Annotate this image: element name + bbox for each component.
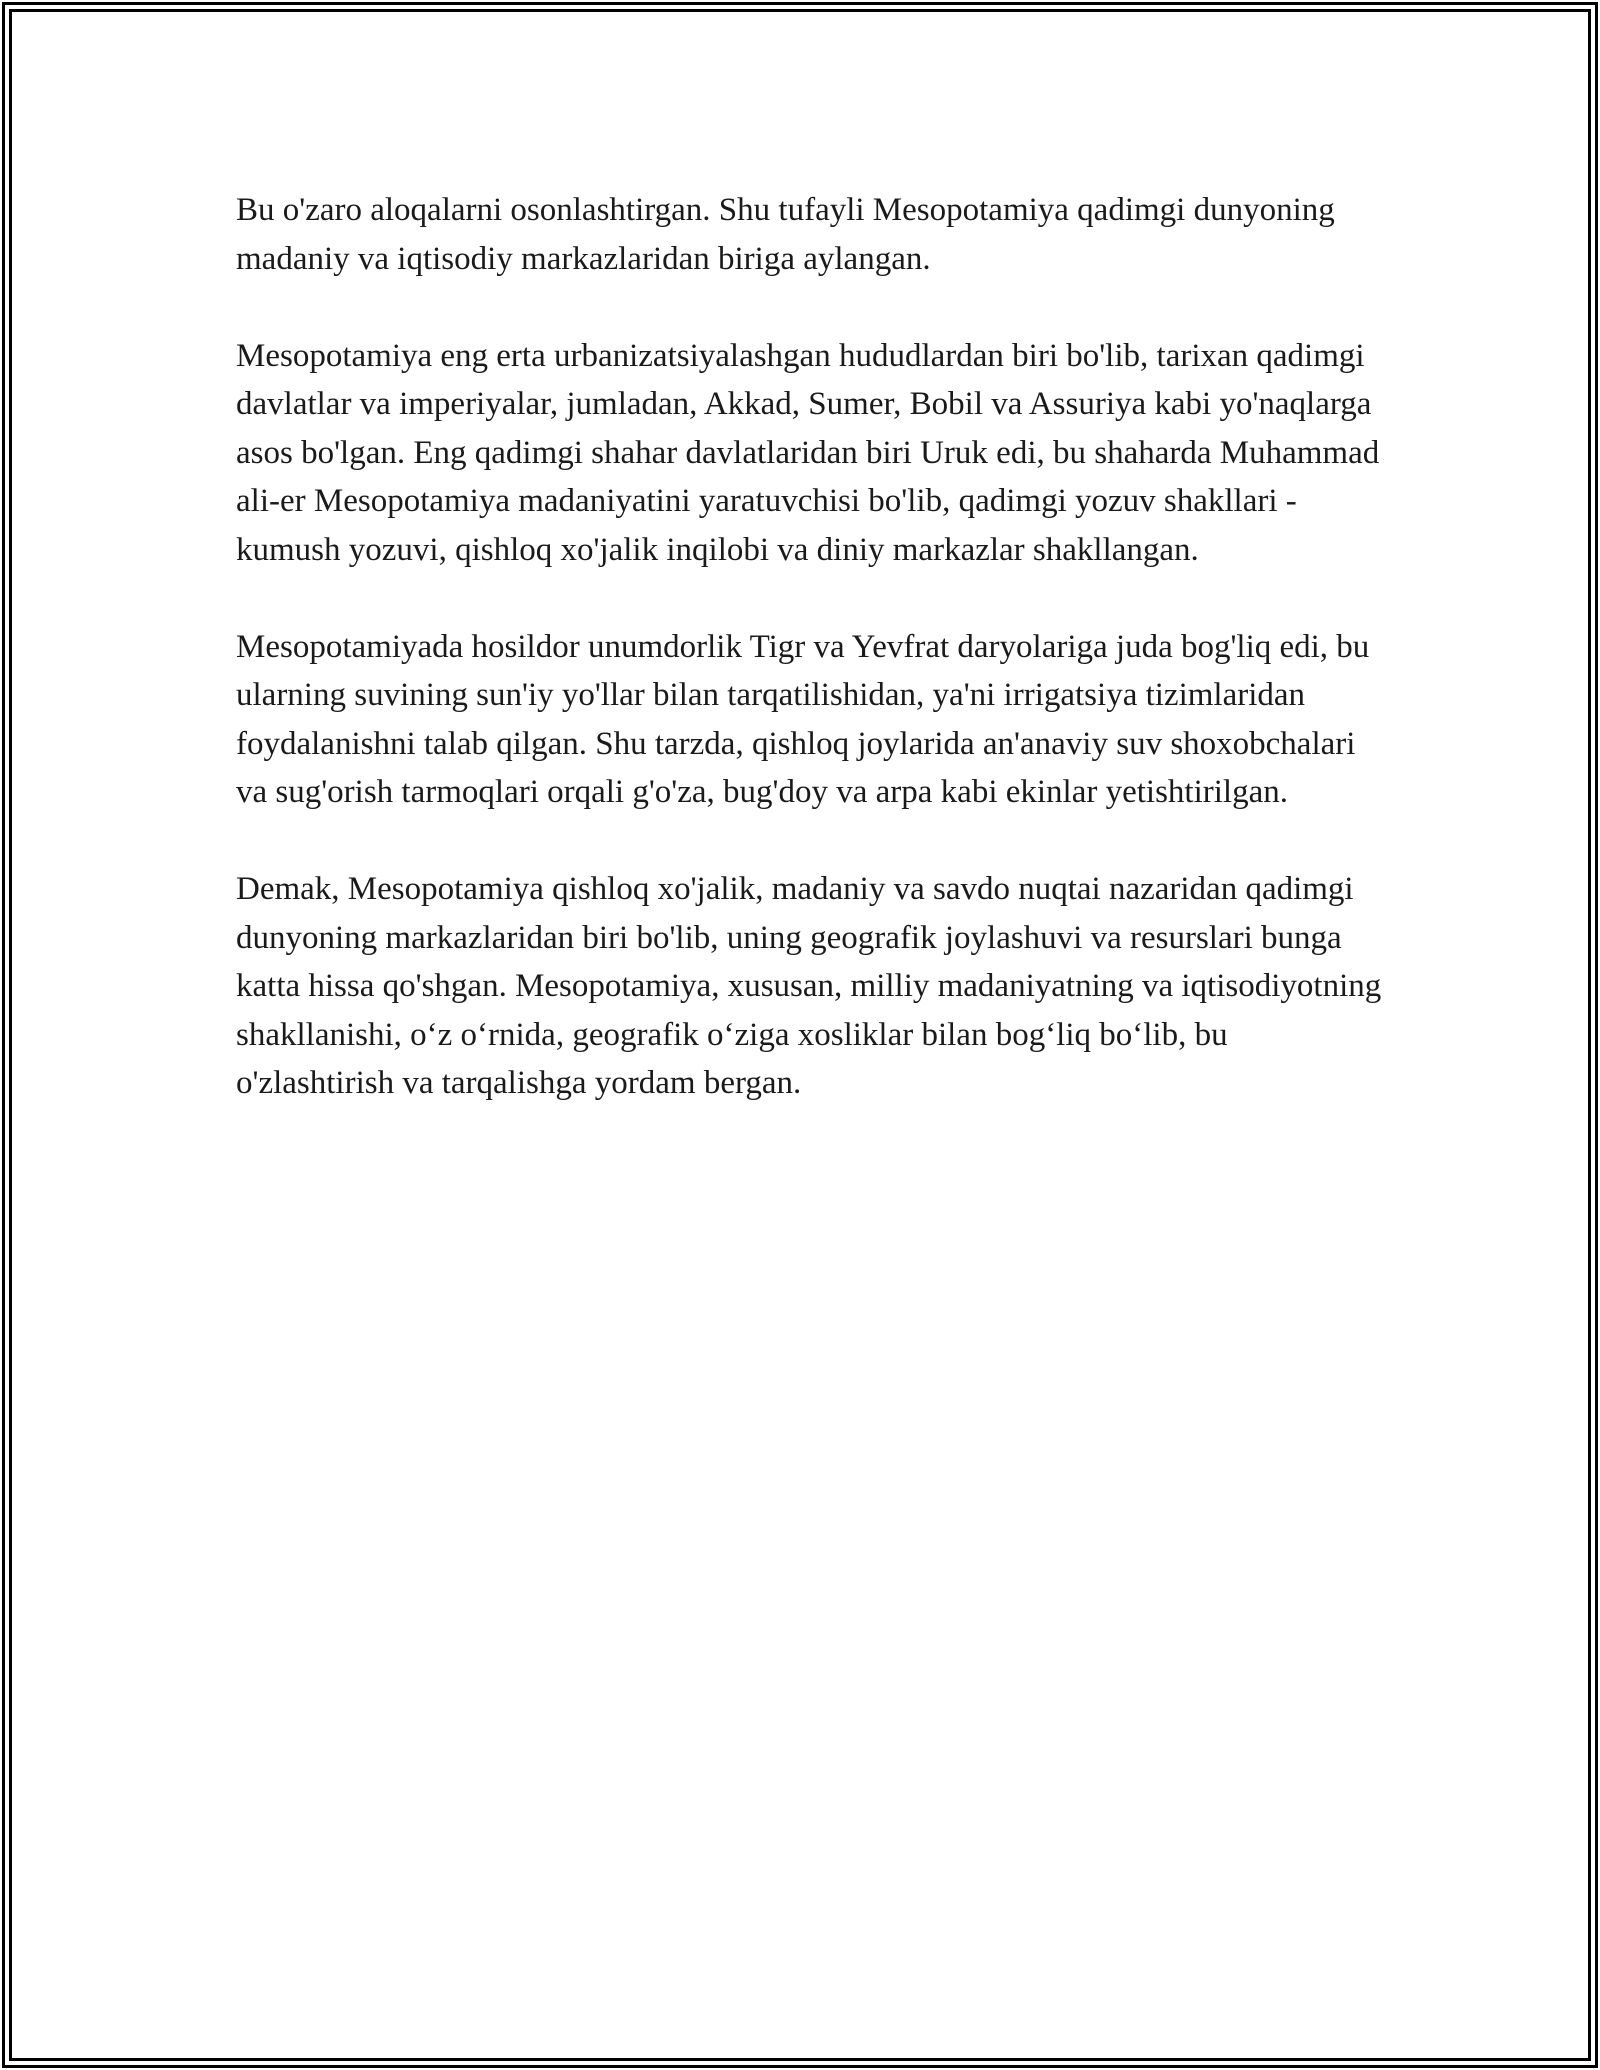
- document-body: [236, 186, 1386, 1108]
- paragraph-2: Mesopotamiya eng erta urbanizatsiyalashgan hududlardan biri bo'lib, tarixan qadimgi davlatlar va imperiyalar, jumladan, Akkad, Sumer, Bobil va Assuriya kabi yo'naqlarga asos bo'lgan. Eng qadimgi shahar davlatlaridan biri Uruk edi, bu shaharda Muhammad ali-er Mesopotamiya madaniyatini yaratuvchisi bo'lib, qadimgi yozuv shakllari - kumush yozuvi, qishloq xo'jalik inqilobi va diniy markazlar shakllangan.: [236, 337, 1380, 568]
- paragraph-4: Demak, Mesopotamiya qishloq xo'jalik, madaniy va savdo nuqtai nazaridan qadimgi dunyoning markazlaridan biri bo'lib, uning geografik joylashuvi va resurslari bunga katta hissa qo'shgan. Mesopotamiya, xususan, milliy madaniyatning va iqtisodiyotning shakllanishi, o‘z o‘rnida, geografik o‘ziga xosliklar bilan bog‘liq bo‘lib, bu o'zlashtirish va tarqalishga yordam bergan.: [236, 871, 1382, 1101]
- paragraph-1: Bu o'zaro aloqalarni osonlashtirgan. Shu tufayli Mesopotamiya qadimgi dunyoning madaniy va iqtisodiy markazlaridan biriga aylangan.: [236, 192, 1335, 277]
- paragraph-3: Mesopotamiyada hosildor unumdorlik Tigr va Yevfrat daryolariga juda bog'liq edi, bu ularning suvining sun'iy yo'llar bilan tarqatilishidan, ya'ni irrigatsiya tizimlaridan foydalanishni talab qilgan. Shu tarzda, qishloq joylarida an'anaviy suv shoxobchalari va sug'orish tarmoqlari orqali g'o'za, bug'doy va arpa kabi ekinlar yetishtirilgan.: [236, 628, 1370, 810]
